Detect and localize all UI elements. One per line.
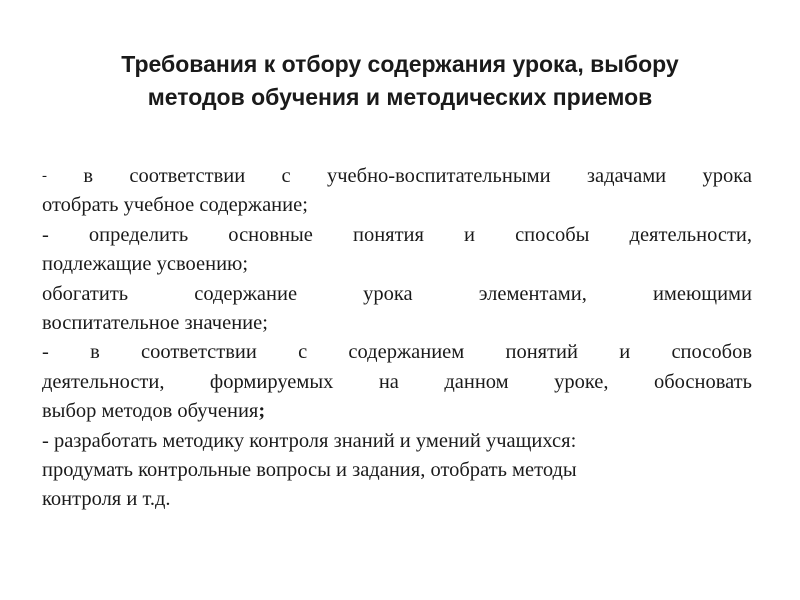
bullet-dash: - (42, 168, 47, 184)
slide-title (40, 48, 760, 114)
body-line-12: контроля и т.д. (42, 488, 171, 511)
body-line-9-text: выбор методов обучения (42, 400, 259, 423)
body-line-5: обогатить содержание урока элементами, имеющими (42, 282, 752, 305)
title-line-2: методов обучения и методических приемов (147, 84, 653, 110)
body-line-6: воспитательное значение; (42, 311, 268, 334)
body-line-11: продумать контрольные вопросы и задания, отобрать методы (42, 458, 577, 481)
slide-body (42, 162, 752, 515)
body-line-2: отобрать учебное содержание; (42, 194, 308, 217)
body-line-1-text: в соответствии с учебно-воспитательными задачами урока (83, 165, 752, 187)
body-line-10: - разработать методику контроля знаний и умений учащихся: (42, 429, 577, 452)
body-line-1 (42, 162, 752, 191)
body-line-9-suffix: ; (258, 400, 266, 423)
body-line-9 (42, 397, 752, 426)
body-line-7: - в соответствии с содержанием понятий и способов (42, 341, 752, 364)
body-line-3: - определить основные понятия и способы деятельности, (42, 223, 752, 246)
body-line-8: деятельности, формируемых на данном уроке, обосновать (42, 370, 752, 393)
body-line-4: подлежащие усвоению; (42, 253, 249, 276)
title-line-1: Требования к отбору содержания урока, выбору (121, 51, 679, 77)
